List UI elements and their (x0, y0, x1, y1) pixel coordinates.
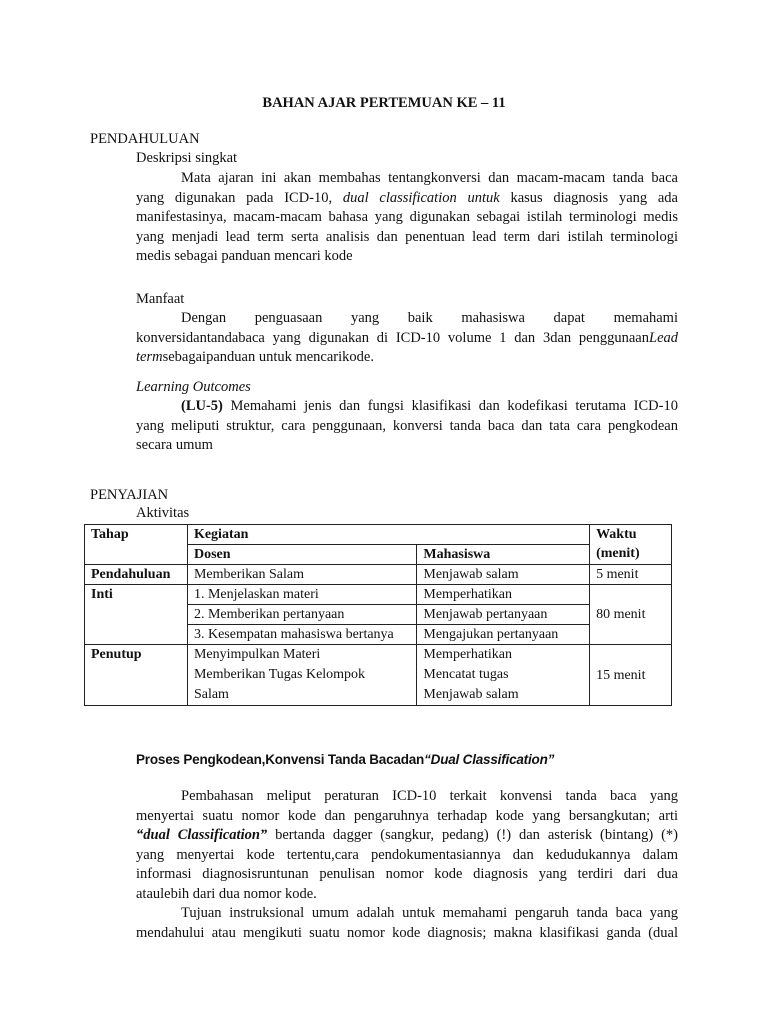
table-row (85, 565, 672, 585)
proses-line-8: mendahului atau mengikuti suatu nomor kode diagnosis; makna klasifikasi ganda (dual (136, 924, 678, 941)
aktivitas-label: Aktivitas (136, 505, 190, 521)
manfaat-line-3: termsebagaipanduan untuk mencarikode. (136, 349, 374, 365)
proses-line-1: Pembahasan meliput peraturan ICD-10 terkait konvensi tanda baca yang (181, 788, 678, 804)
manfaat-label: Manfaat (136, 291, 185, 307)
cell-tahap: Pendahuluan (85, 565, 188, 585)
proses-line-7: Tujuan instruksional umum adalah untuk memahami pengaruh tanda baca yang (181, 905, 678, 921)
cell-dosen: Memberikan Salam (187, 565, 416, 585)
learning-outcomes-label: Learning Outcomes (136, 379, 251, 395)
activity-table (84, 524, 672, 706)
proses-paragraph-1 (136, 787, 678, 943)
proses-line-6: ataulebih dari dua nomor kode. (136, 885, 317, 902)
cell-dosen: 3. Kesempatan mahasiswa bertanya (187, 625, 416, 645)
manfaat-line-2: konversidantandabaca yang digunakan di ICD-10 volume 1 dan 3dan penggunaanLead (136, 329, 678, 346)
manfaat-line-1: Dengan penguasaan yang baik mahasiswa dapat memahami (181, 310, 678, 326)
deskripsi-line-2: yang digunakan pada ICD-10, dual classification untuk kasus diagnosis yang ada (136, 189, 678, 206)
cell-mahasiswa: Menjawab salam (417, 565, 590, 585)
learning-outcomes-paragraph (136, 397, 678, 456)
cell-waktu: 80 menit (590, 585, 672, 645)
proses-line-5: informasi diagnosisruntunan penulisan nomor kode diagnosis yang terdiri dari dua (136, 866, 678, 882)
table-header-row (85, 525, 672, 545)
cell-mahasiswa: Memperhatikan Mencatat tugas Menjawab salam (417, 645, 590, 706)
table-row (85, 645, 672, 706)
section-heading-penyajian: PENYAJIAN (90, 487, 169, 503)
cell-dosen: Menyimpulkan Materi Memberikan Tugas Kelompok Salam (187, 645, 416, 706)
cell-waktu: 5 menit (590, 565, 672, 585)
deskripsi-paragraph (136, 169, 678, 267)
manfaat-paragraph (136, 309, 678, 368)
deskripsi-line-4: yang menjadi lead term serta analisis dan penentuan lead term dari istilah terminologi (136, 228, 678, 245)
table-row (85, 585, 672, 605)
proses-heading: Proses Pengkodean,Konvensi Tanda Bacadan“Dual Classification” (136, 752, 555, 767)
deskripsi-label: Deskripsi singkat (136, 150, 238, 166)
proses-line-2: menyertai suatu nomor kode dan pengaruhnya terhadap kode yang bersangkutan; arti (136, 807, 678, 824)
proses-line-3: “dual Classification” bertanda dagger (sangkur, pedang) (!) dan asterisk (bintang) (*) (136, 827, 678, 843)
cell-dosen: 2. Memberikan pertanyaan (187, 605, 416, 625)
header-dosen: Dosen (187, 545, 416, 565)
deskripsi-line-3: manifestasinya, macam-macam bahasa yang digunakan sebagai istilah terminologi medis (136, 209, 678, 225)
header-mahasiswa: Mahasiswa (417, 545, 590, 565)
cell-mahasiswa: Mengajukan pertanyaan (417, 625, 590, 645)
lo-line-2: yang meliputi struktur, cara penggunaan, konversi tanda baca dan tata cara pengkodean (136, 417, 678, 434)
cell-mahasiswa: Menjawab pertanyaan (417, 605, 590, 625)
deskripsi-line-5: medis sebagai panduan mencari kode (136, 248, 353, 264)
cell-dosen: 1. Menjelaskan materi (187, 585, 416, 605)
section-heading-pendahuluan: PENDAHULUAN (90, 131, 200, 147)
header-waktu: Waktu (menit) (590, 525, 672, 565)
lo-line-3: secara umum (136, 437, 213, 453)
lo-line-1: (LU-5) Memahami jenis dan fungsi klasifikasi dan kodefikasi terutama ICD-10 (181, 398, 678, 414)
header-kegiatan: Kegiatan (187, 525, 589, 545)
header-tahap: Tahap (85, 525, 188, 565)
cell-mahasiswa: Memperhatikan (417, 585, 590, 605)
cell-waktu: 15 menit (590, 645, 672, 706)
cell-tahap: Penutup (85, 645, 188, 706)
document-title: BAHAN AJAR PERTEMUAN KE – 11 (262, 95, 506, 111)
cell-tahap: Inti (85, 585, 188, 645)
deskripsi-line-1: Mata ajaran ini akan membahas tentangkonversi dan macam-macam tanda baca (181, 170, 678, 186)
proses-line-4: yang menyertai kode tertentu,cara pendokumentasiannya dan kedudukannya dalam (136, 846, 678, 863)
